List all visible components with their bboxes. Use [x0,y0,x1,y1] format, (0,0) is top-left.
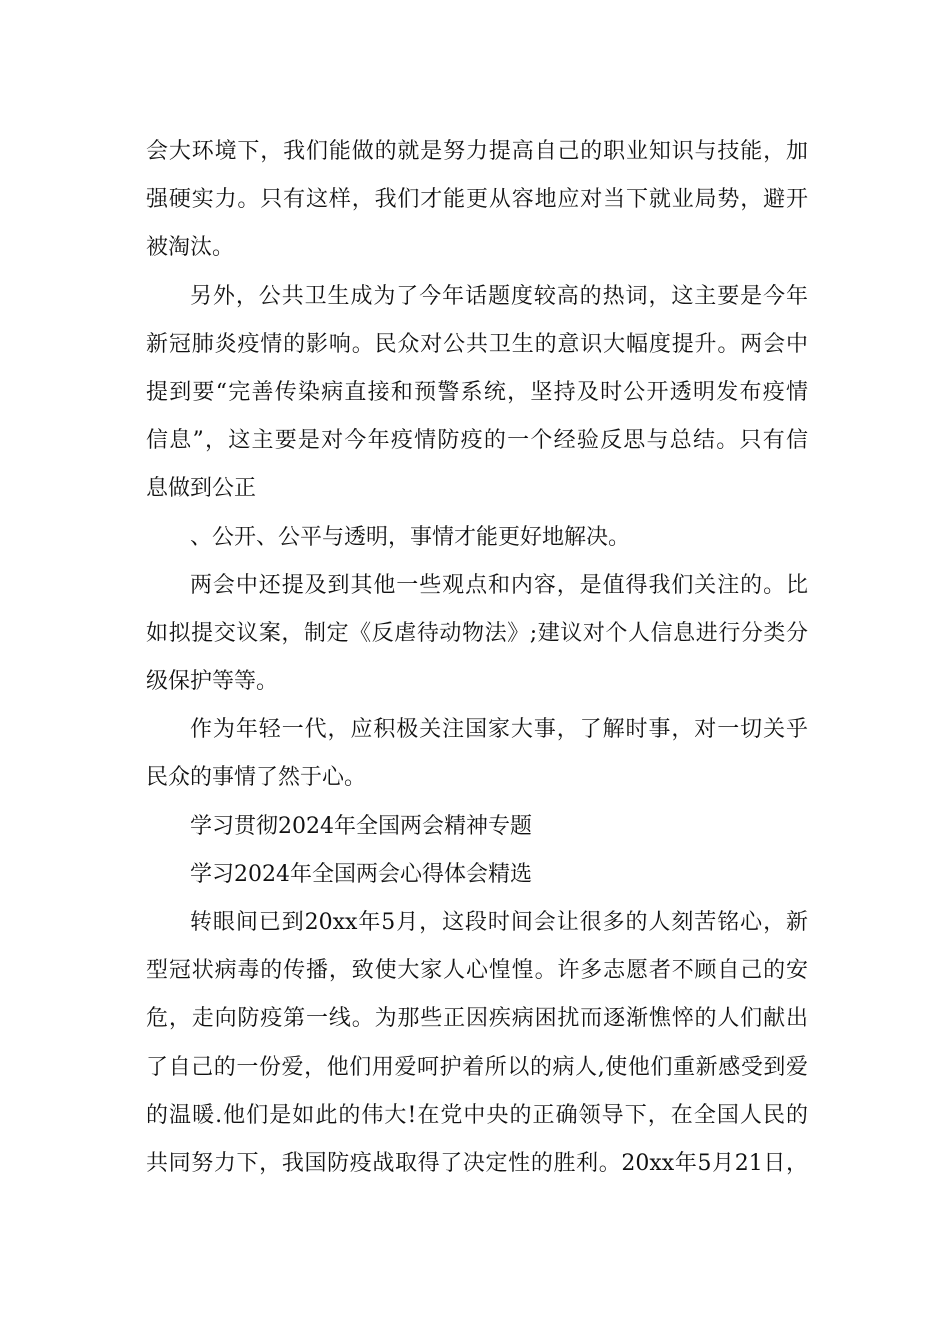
text-line: 被淘汰。 [146,235,235,261]
text-line: 级保护等等。 [146,669,279,695]
body-text [146,128,808,1188]
text-line: 民众的事情了然于心。 [146,765,367,791]
text-line: 了自己的一份爱，他们用爱呵护着所以的病人,使他们重新感受到爱 [146,1054,808,1080]
text-line: 两会中还提及到其他一些观点和内容，是值得我们关注的。比 [190,572,808,598]
text-line: 息做到公正 [146,476,257,502]
section-heading: 学习贯彻2024年全国两会精神专题 [190,813,532,839]
text-line: 危，走向防疫第一线。为那些正因疾病困扰而逐渐憔悴的人们献出 [146,1006,808,1032]
text-line: 信息”，这主要是对今年疫情防疫的一个经验反思与总结。只有信 [146,428,808,454]
text-line: 如拟提交议案，制定《反虐待动物法》;建议对个人信息进行分类分 [146,620,808,646]
text-line: 、公开、公平与透明，事情才能更好地解决。 [190,524,631,550]
text-line: 新冠肺炎疫情的影响。民众对公共卫生的意识大幅度提升。两会中 [146,331,808,357]
text-line: 作为年轻一代，应积极关注国家大事，了解时事，对一切关乎 [190,717,808,743]
text-line: 提到要“完善传染病直接和预警系统，坚持及时公开透明发布疫情 [146,379,808,405]
text-line: 的温暖.他们是如此的伟大!在党中央的正确领导下，在全国人民的 [146,1102,808,1128]
text-line: 另外，公共卫生成为了今年话题度较高的热词，这主要是今年 [190,283,808,309]
text-line: 强硬实力。只有这样，我们才能更从容地应对当下就业局势，避开 [146,187,808,213]
section-heading: 学习2024年全国两会心得体会精选 [190,861,532,887]
text-line: 会大环境下，我们能做的就是努力提高自己的职业知识与技能，加 [146,139,808,164]
text-line: 型冠状病毒的传播，致使大家人心惶惶。许多志愿者不顾自己的安 [146,958,808,984]
text-line: 转眼间已到20xx年5月，这段时间会让很多的人刻苦铭心，新 [190,910,808,935]
text-line: 共同努力下，我国防疫战取得了决定性的胜利。20xx年5月21日， [146,1150,808,1176]
